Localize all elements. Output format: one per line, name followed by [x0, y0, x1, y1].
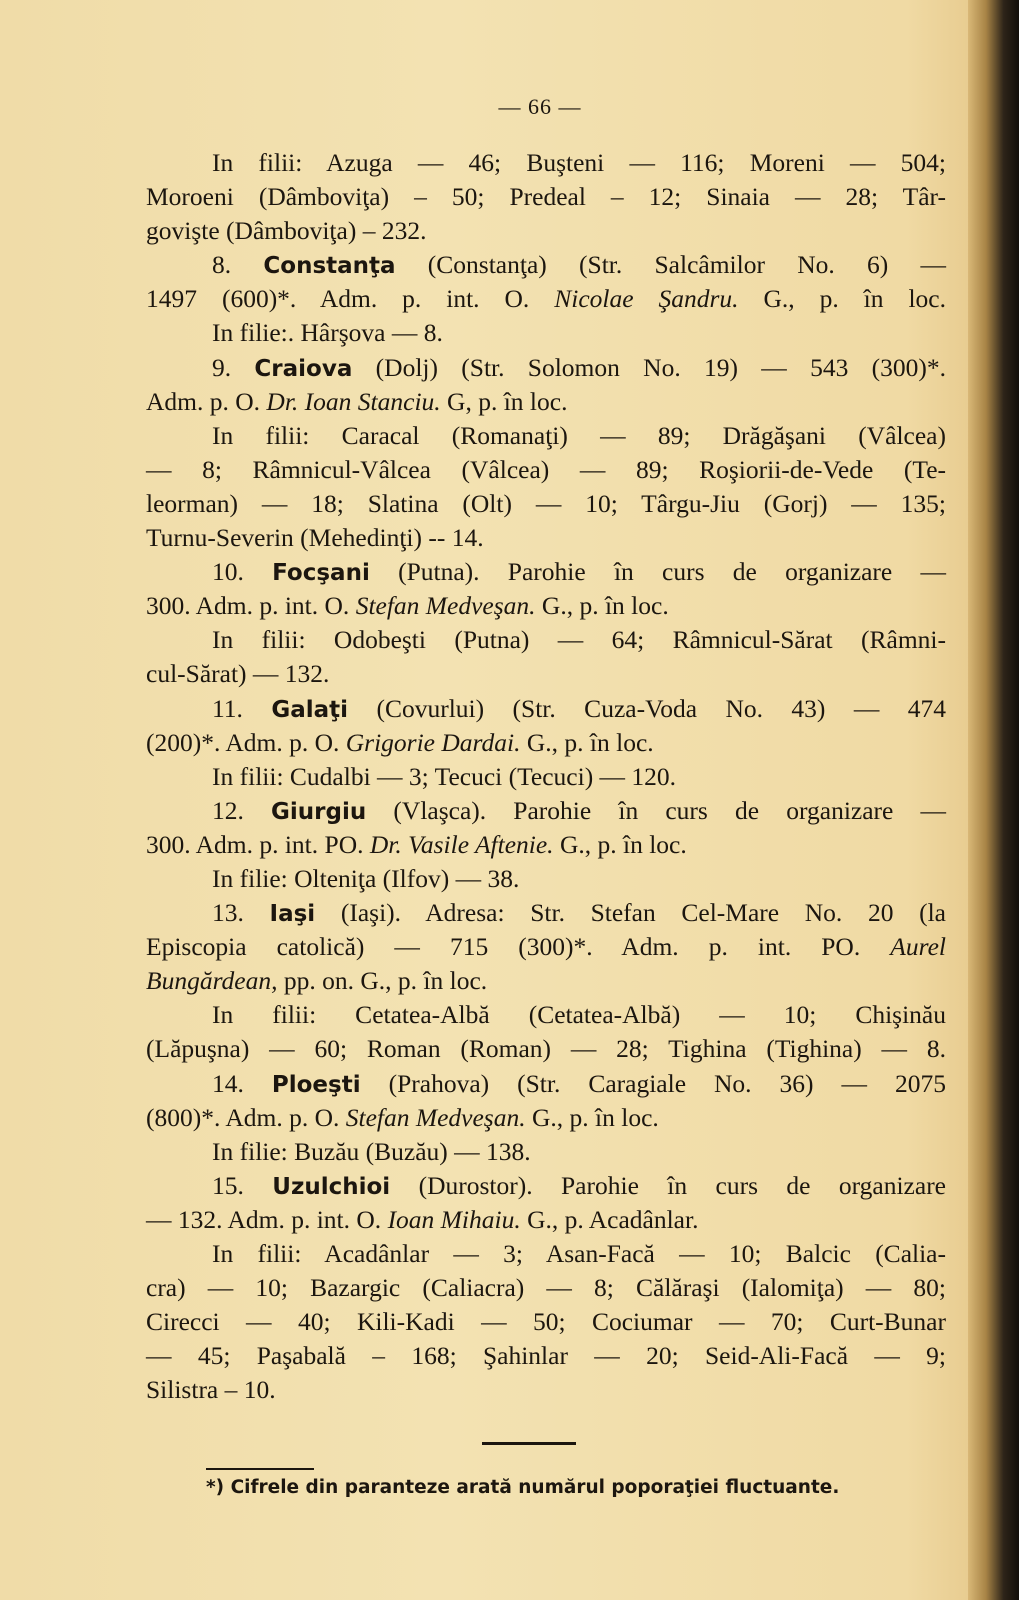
text-run: (800)*. Adm. p. O. [146, 1102, 346, 1132]
text-line [146, 589, 946, 623]
text-run: cra) — 10; Bazargic (Caliacra) — 8; Călăraşi (Ialomiţa) — 80; [146, 1273, 946, 1303]
person-name: Stefan Medveşan. [345, 1102, 526, 1132]
text-run: (Durostor). Parohie în curs de organizare [390, 1170, 946, 1200]
page-edge-shadow [968, 0, 1019, 1600]
text-run: 9. [212, 352, 255, 382]
text-line [146, 692, 946, 726]
text-run: In filie:. Hârşova — 8. [212, 318, 443, 348]
text-run: leorman) — 18; Slatina (Olt) — 10; Târgu-Jiu (Gorj) — 135; [146, 488, 946, 518]
text-line [146, 453, 946, 487]
text-run: G., p. în loc. [738, 284, 946, 314]
text-run: Cirecci — 40; Kili-Kadi — 50; Cociumar — 70; Curt-Bunar [146, 1307, 946, 1337]
text-run: Turnu-Severin (Mehedinţi) -- 14. [146, 523, 484, 553]
text-line [146, 726, 946, 760]
text-run: G., p. în loc. [520, 727, 654, 757]
text-line [146, 555, 946, 589]
text-run: 12. [212, 795, 272, 825]
place-name: Galaţi [271, 696, 349, 723]
text-line [146, 1373, 946, 1407]
text-run: (Covurlui) (Str. Cuza-Voda No. 43) — 474 [348, 693, 946, 723]
text-line [146, 282, 946, 316]
text-line [146, 1237, 946, 1271]
text-line [146, 1135, 946, 1169]
text-run: (Prahova) (Str. Caragiale No. 36) — 2075 [360, 1068, 946, 1098]
text-line [146, 214, 946, 248]
text-run: In filii: Odobeşti (Putna) — 64; Râmnicul-Sărat (Râmni- [212, 625, 946, 655]
text-run: 300. Adm. p. int. PO. [146, 829, 370, 859]
text-run: 13. [212, 898, 270, 928]
text-run: In filii: Acadânlar — 3; Asan-Facă — 10; Balcic (Calia- [212, 1239, 946, 1268]
person-name: Dr. Ioan Stanciu. [266, 386, 441, 416]
place-name: Focşani [272, 560, 370, 587]
text-run: cul-Sărat) — 132. [146, 659, 330, 689]
text-run: (Vlaşca). Parohie în curs de organizare — [366, 795, 947, 825]
text-run: Adm. p. O. [146, 386, 267, 416]
text-run: G., p. Acadânlar. [520, 1204, 699, 1234]
text-run: Episcopia catolică) — 715 (300)*. Adm. p. int. PO. [146, 932, 891, 962]
text-run: — 132. Adm. p. int. O. [146, 1204, 388, 1234]
text-run: 8. [212, 250, 264, 280]
place-name: Constanţa [263, 253, 396, 280]
text-run: G, p. în loc. [440, 386, 568, 416]
text-run: In filie: Olteniţa (Ilfov) — 38. [212, 863, 520, 893]
text-run: — 8; Râmnicul-Vâlcea (Vâlcea) — 89; Roşiorii-de-Vede (Te- [146, 454, 946, 484]
text-line [146, 419, 946, 453]
text-line [146, 1203, 946, 1237]
text-line [146, 1032, 946, 1066]
text-line [146, 385, 946, 419]
text-run: (200)*. Adm. p. O. [146, 727, 346, 757]
text-run: 15. [212, 1170, 273, 1200]
text-run: — 45; Paşabală – 168; Şahinlar — 20; Seid-Ali-Facă — 9; [146, 1341, 946, 1371]
person-name: Bungărdean, [146, 966, 278, 996]
text-run: (Lăpuşna) — 60; Roman (Roman) — 28; Tighina (Tighina) — 8. [146, 1034, 946, 1064]
place-name: Giurgiu [271, 798, 367, 825]
page-body-text [146, 146, 946, 1407]
text-line [146, 623, 946, 657]
text-run: Silistra – 10. [146, 1375, 276, 1405]
place-name: Uzulchioi [272, 1173, 391, 1200]
text-line [146, 794, 946, 828]
text-line [146, 521, 946, 555]
person-name: Nicolae Şandru. [554, 284, 739, 314]
page-number: — 66 — [498, 94, 582, 119]
person-name: Aurel [890, 932, 946, 962]
text-run: In filii: Cudalbi — 3; Tecuci (Tecuci) — 120. [212, 761, 677, 791]
section-end-rule [482, 1442, 576, 1445]
text-line [146, 180, 946, 214]
footnote-separator [206, 1468, 314, 1470]
text-line [146, 896, 946, 930]
text-line [146, 316, 946, 350]
text-line [146, 1271, 946, 1305]
text-run: In filii: Caracal (Romanaţi) — 89; Drăgăşani (Vâlcea) [212, 420, 946, 450]
text-line [146, 1101, 946, 1135]
place-name: Ploeşti [271, 1071, 361, 1098]
person-name: Stefan Medveşan. [355, 591, 536, 621]
text-line [146, 760, 946, 794]
text-line [146, 930, 946, 964]
text-run: 300. Adm. p. int. O. [146, 591, 356, 621]
text-line [146, 146, 946, 180]
text-line [146, 1305, 946, 1339]
text-run: 1497 (600)*. Adm. p. int. O. [146, 284, 555, 314]
person-name: Ioan Mihaiu. [387, 1204, 521, 1234]
text-line [146, 828, 946, 862]
person-name: Grigorie Dardai. [345, 727, 521, 757]
text-line [146, 487, 946, 521]
person-name: Dr. Vasile Aftenie. [369, 829, 554, 859]
text-line [146, 1339, 946, 1373]
text-line [146, 998, 946, 1032]
text-line [146, 657, 946, 691]
text-run: pp. on. G., p. în loc. [277, 966, 488, 996]
text-run: G., p. în loc. [553, 829, 687, 859]
text-line [146, 1067, 946, 1101]
text-run: (Constanţa) (Str. Salcâmilor No. 6) — [395, 250, 946, 280]
text-run: (Putna). Parohie în curs de organizare — [369, 557, 947, 587]
text-line [146, 248, 946, 282]
place-name: Craiova [254, 355, 353, 382]
text-run: In filie: Buzău (Buzău) — 138. [212, 1136, 531, 1166]
text-line [146, 351, 946, 385]
text-run: 10. [212, 557, 273, 587]
place-name: Iaşi [269, 901, 316, 928]
text-run: G., p. în loc. [525, 1102, 659, 1132]
text-line [146, 1169, 946, 1203]
text-line [146, 862, 946, 896]
footnote: *) Cifrele din paranteze arată numărul poporaţiei fluctuante. [206, 1477, 840, 1498]
text-run: Moroeni (Dâmboviţa) – 50; Predeal – 12; Sinaia — 28; Târ- [146, 182, 946, 212]
text-run: 14. [212, 1068, 272, 1098]
text-run: govişte (Dâmboviţa) – 232. [146, 216, 427, 246]
text-run: (Iaşi). Adresa: Str. Stefan Cel-Mare No. 20 (la [315, 898, 946, 928]
text-run: 11. [212, 693, 272, 723]
text-run: In filii: Azuga — 46; Buşteni — 116; Moreni — 504; [212, 148, 946, 177]
text-run: G., p. în loc. [535, 591, 669, 621]
text-run: (Dolj) (Str. Solomon No. 19) — 543 (300)*. [352, 352, 947, 382]
text-line [146, 964, 946, 998]
text-run: In filii: Cetatea-Albă (Cetatea-Albă) — 10; Chişinău [212, 1000, 946, 1030]
